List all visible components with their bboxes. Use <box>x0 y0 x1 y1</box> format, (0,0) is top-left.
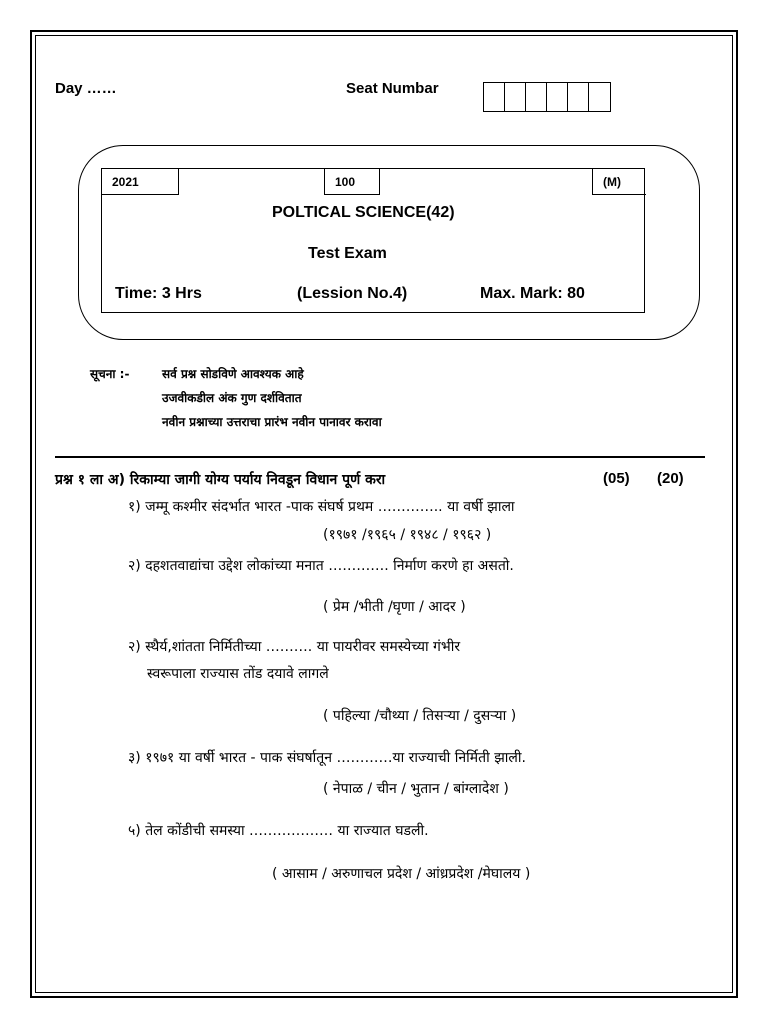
max-marks: Max. Mark: 80 <box>480 285 585 302</box>
question-item-text: २) दहशतवाद्यांचा उद्देश लोकांच्या मनात …………. निर्माण करणे हा असतो. <box>128 558 514 574</box>
question-item-text: ५) तेल कोंडीची समस्या ……………… या राज्यात घडली. <box>128 823 429 839</box>
seat-digit-box[interactable] <box>484 83 505 111</box>
exam-title: Test Exam <box>308 245 387 262</box>
question-heading: प्रश्न १ ला अ) रिकाम्या जागी योग्य पर्याय निवडून विधान पूर्ण करा <box>55 472 386 488</box>
instruction-line: नवीन प्रश्नाच्या उत्तराचा प्रारंभ नवीन पानावर करावा <box>162 415 382 429</box>
lesson-number: (Lession No.4) <box>297 285 408 302</box>
exam-time: Time: 3 Hrs <box>115 285 202 302</box>
question-item-options: (१९७१ /१९६५ / १९४८ / १९६२ ) <box>323 527 492 543</box>
seat-digit-box[interactable] <box>568 83 589 111</box>
code-tag: 100 <box>324 169 380 195</box>
question-item-text-continued: स्वरूपाला राज्यास तोंड दयावे लागले <box>147 666 329 682</box>
question-item-text: १) जम्मू कश्मीर संदर्भात भारत -पाक संघर्ष प्रथम ………….. या वर्षी झाला <box>128 499 515 515</box>
seat-digit-box[interactable] <box>589 83 610 111</box>
seat-digit-box[interactable] <box>547 83 568 111</box>
question-item-options: ( पहिल्या /चौथ्या / तिसऱ्या / दुसऱ्या ) <box>323 708 517 724</box>
medium-tag: (M) <box>592 169 646 195</box>
year-tag: 2021 <box>102 169 179 195</box>
question-item-text: २) स्थैर्य,शांतता निर्मितीच्या ………. या पायरीवर समस्येच्या गंभीर <box>128 639 461 655</box>
instructions-label: सूचना :- <box>90 367 130 381</box>
day-label: Day …… <box>55 80 117 97</box>
seat-digit-box[interactable] <box>526 83 547 111</box>
question-item-options: ( प्रेम /भीती /घृणा / आदर ) <box>323 599 466 615</box>
seat-number-boxes[interactable] <box>483 82 611 112</box>
question-item-options: ( नेपाळ / चीन / भुतान / बांग्लादेश ) <box>323 781 509 797</box>
subject-title: POLTICAL SCIENCE(42) <box>272 204 455 221</box>
question-item-options: ( आसाम / अरुणाचल प्रदेश / आंध्रप्रदेश /मेघालय ) <box>272 866 531 882</box>
seat-digit-box[interactable] <box>505 83 526 111</box>
section-divider <box>55 456 705 458</box>
question-marks-part: (05) <box>603 470 630 487</box>
question-item-text: ३) १९७१ या वर्षी भारत - पाक संघर्षातून …………या राज्याची निर्मिती झाली. <box>128 750 526 766</box>
instruction-line: उजवीकडील अंक गुण दर्शवितात <box>162 391 302 405</box>
question-marks-total: (20) <box>657 470 684 487</box>
seat-number-label: Seat Numbar <box>346 80 439 97</box>
instruction-line: सर्व प्रश्न सोडविणे आवश्यक आहे <box>162 367 304 381</box>
